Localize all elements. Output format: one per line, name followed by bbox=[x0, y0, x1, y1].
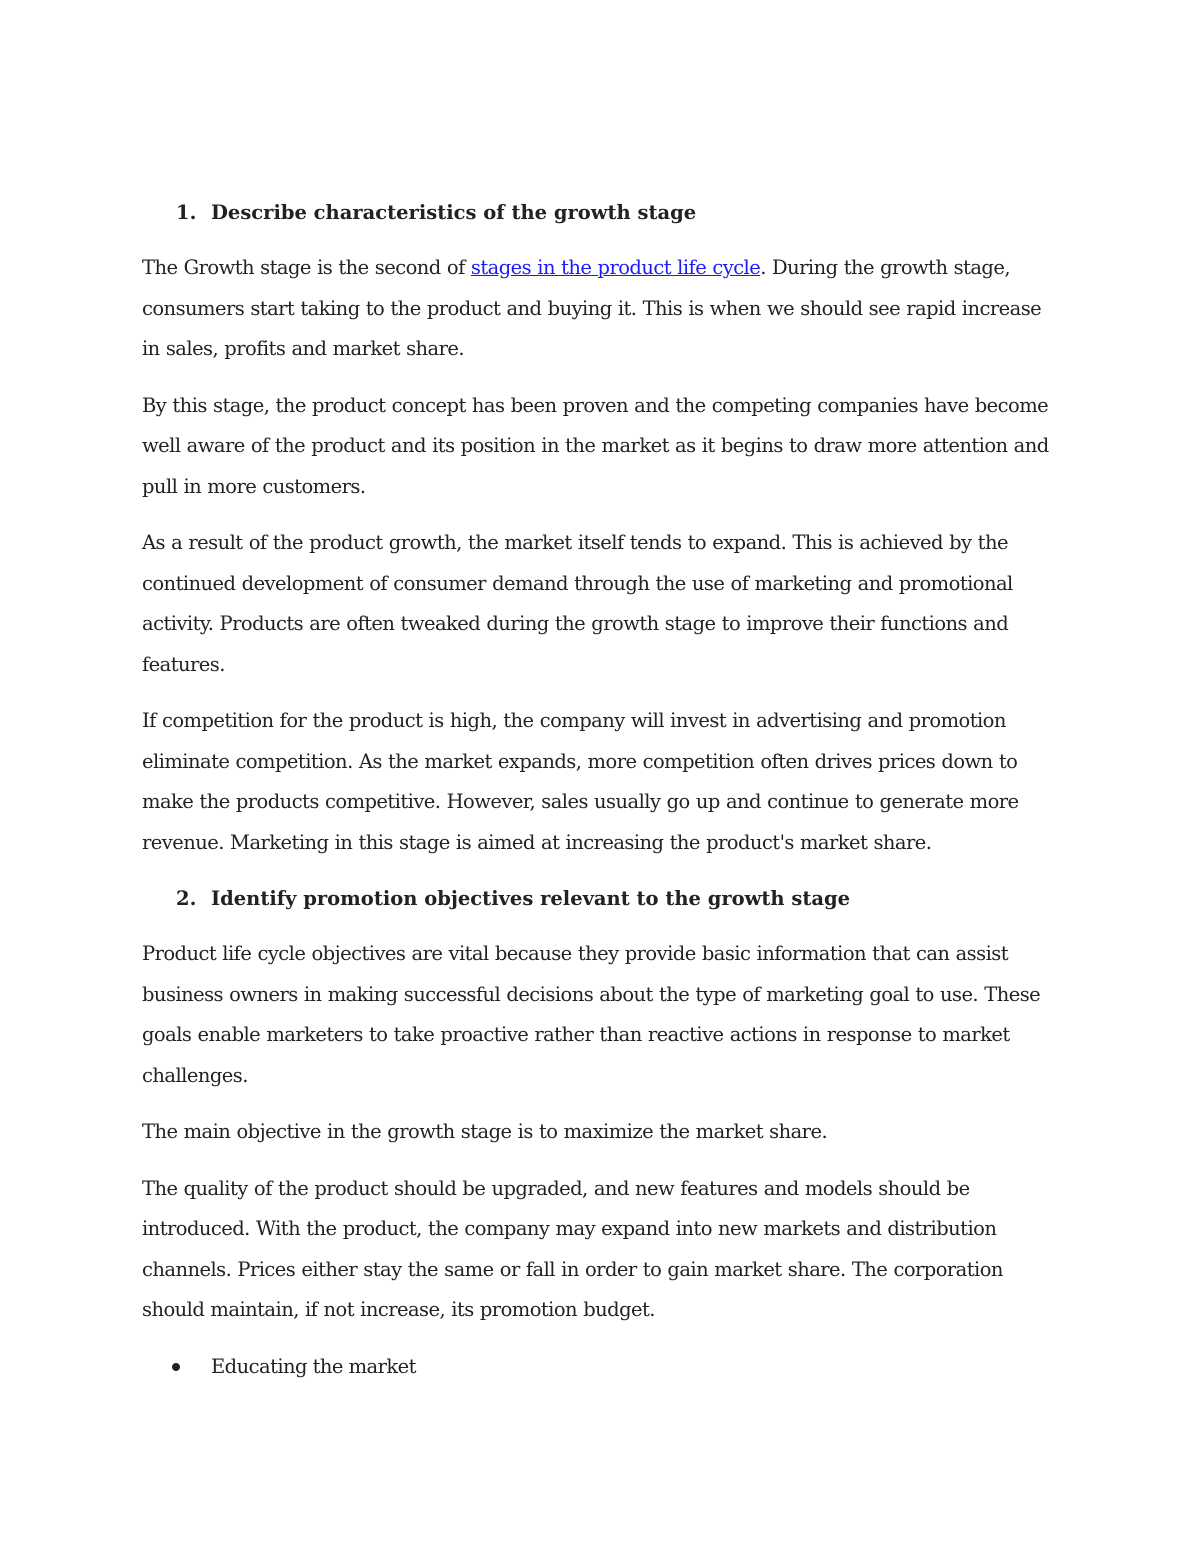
section-1-number: 1. bbox=[176, 201, 197, 224]
section-1-heading bbox=[142, 193, 1062, 233]
paragraph-text: . During the growth stage, consumers start taking to the product and buying it. This is when we should see rapid increase in sales, profits and market share. bbox=[142, 256, 1042, 360]
section-2-paragraph-2: The main objective in the growth stage is to maximize the market share. bbox=[142, 1120, 828, 1143]
section-1-paragraph-3: As a result of the product growth, the market itself tends to expand. This is achieved by the continued development of consumer demand through the use of marketing and promotional activity. Products are often tweaked during the growth stage to improve their functions and features. bbox=[142, 531, 1013, 676]
bullet-text: Educating the market bbox=[211, 1354, 416, 1378]
section-2-title: Identify promotion objectives relevant to the growth stage bbox=[211, 887, 851, 910]
section-1-title: Describe characteristics of the growth stage bbox=[211, 201, 697, 224]
section-1-paragraph-4: If competition for the product is high, the company will invest in advertising and promotion eliminate competition. As the market expands, more competition often drives prices down to make the products competitive. However, sales usually go up and continue to generate more revenue. Marketing in this stage is aimed at increasing the product's market share. bbox=[142, 709, 1019, 854]
section-1-paragraph-1 bbox=[142, 248, 1062, 370]
bullet-icon bbox=[172, 1363, 180, 1371]
document-content bbox=[142, 193, 1062, 1387]
product-life-cycle-link[interactable]: stages in the product life cycle bbox=[470, 256, 761, 279]
section-2-number: 2. bbox=[176, 887, 197, 910]
section-1-paragraph-2: By this stage, the product concept has been proven and the competing companies have become well aware of the product and its position in the market as it begins to draw more attention and pull in more customers. bbox=[142, 393, 1049, 498]
bullet-list-item bbox=[142, 1347, 1062, 1387]
section-2-paragraph-1: Product life cycle objectives are vital because they provide basic information that can assist business owners in making successful decisions about the type of marketing goal to use. These goals enable marketers to take proactive rather than reactive actions in response to market challenges. bbox=[142, 942, 1041, 1087]
section-2-paragraph-3: The quality of the product should be upgraded, and new features and models should be introduced. With the product, the company may expand into new markets and distribution channels. Prices either stay the same or fall in order to gain market share. The corporation should maintain, if not increase, its promotion budget. bbox=[142, 1176, 1003, 1321]
paragraph-text: The Growth stage is the second of bbox=[142, 256, 471, 279]
section-2-heading bbox=[142, 879, 1062, 919]
